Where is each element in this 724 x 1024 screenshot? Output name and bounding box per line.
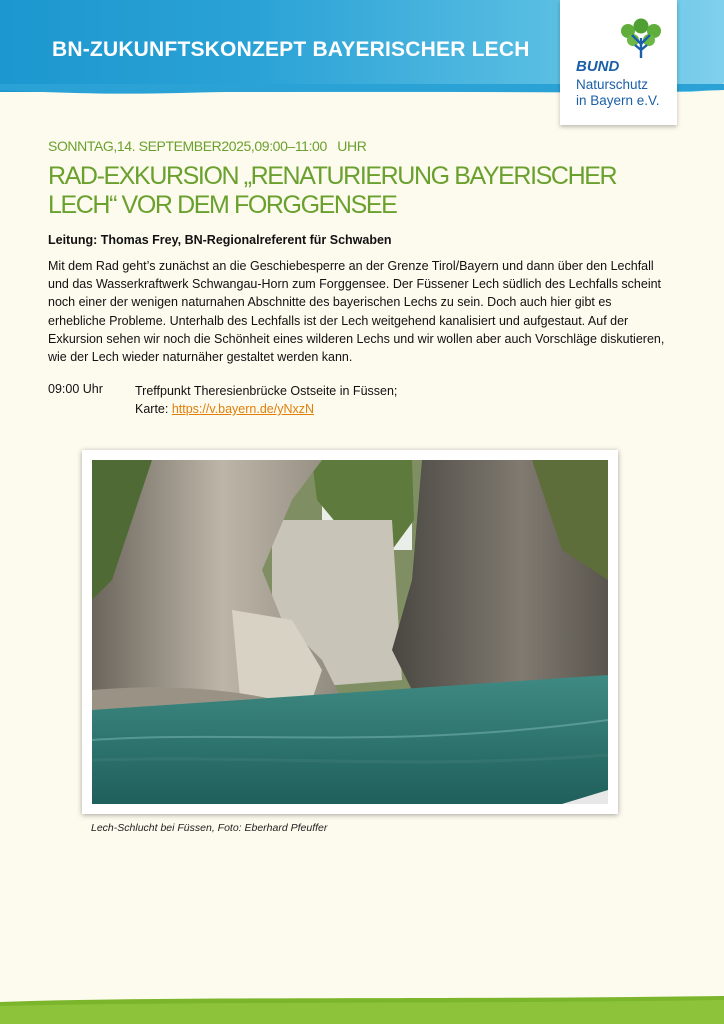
tree-icon [618,18,664,60]
event-date: SONNTAG,14. SEPTEMBER2025,09:00–11:00 UHR [48,138,367,154]
event-leader: Leitung: Thomas Frey, BN-Regionalreferent für Schwaben [48,233,392,247]
logo-brand: BUND [576,58,620,75]
schedule-time: 09:00 Uhr [48,382,103,396]
footer-band [0,996,724,1024]
event-description: Mit dem Rad geht’s zunächst an die Geschiebesperre an der Grenze Tirol/Bayern und dann über den Lechfall und das Wasserkraftwerk Schwangau-Horn zum Forggensee. Der Füssener Lech südlich des Lechfalls scheint noch einer der wenigen naturnahen Abschnitte des bayerischen Lechs zu sein. Doch auch hier gibt es erhebliche Probleme. Unterhalb des Lechfalls ist der Lech weitgehend kanalisiert und aufgestaut. Auf der Exkursion sehen wir noch die Schönheit eines wilderen Lechs und wir wollen aber auch Vorschläge diskutieren, wie der Lech wieder naturnäher gestaltet werden kann. [48,259,665,365]
lech-gorge-photo [92,460,608,804]
map-link[interactable]: https://v.bayern.de/yNxzN [171,402,315,416]
page-header-title: BN-ZUKUNFTSKONZEPT BAYERISCHER LECH [52,38,530,61]
event-title-line-1: RAD-EXKURSION „RENATURIERUNG BAYERISCHER [48,162,617,190]
event-title [48,162,668,220]
event-title-line-2: LECH“ VOR DEM FORGGENSEE [48,191,397,219]
schedule-location [135,382,397,418]
bund-logo [560,0,677,125]
logo-line-2: in Bayern e.V. [576,93,660,108]
photo-caption: Lech-Schlucht bei Füssen, Foto: Eberhard Pfeuffer [91,822,328,834]
map-label: Karte: [135,402,172,416]
schedule-place: Treffpunkt Theresienbrücke Ostseite in Füssen; [135,384,398,398]
photo-frame [82,450,618,814]
logo-line-1: Naturschutz [576,77,649,92]
